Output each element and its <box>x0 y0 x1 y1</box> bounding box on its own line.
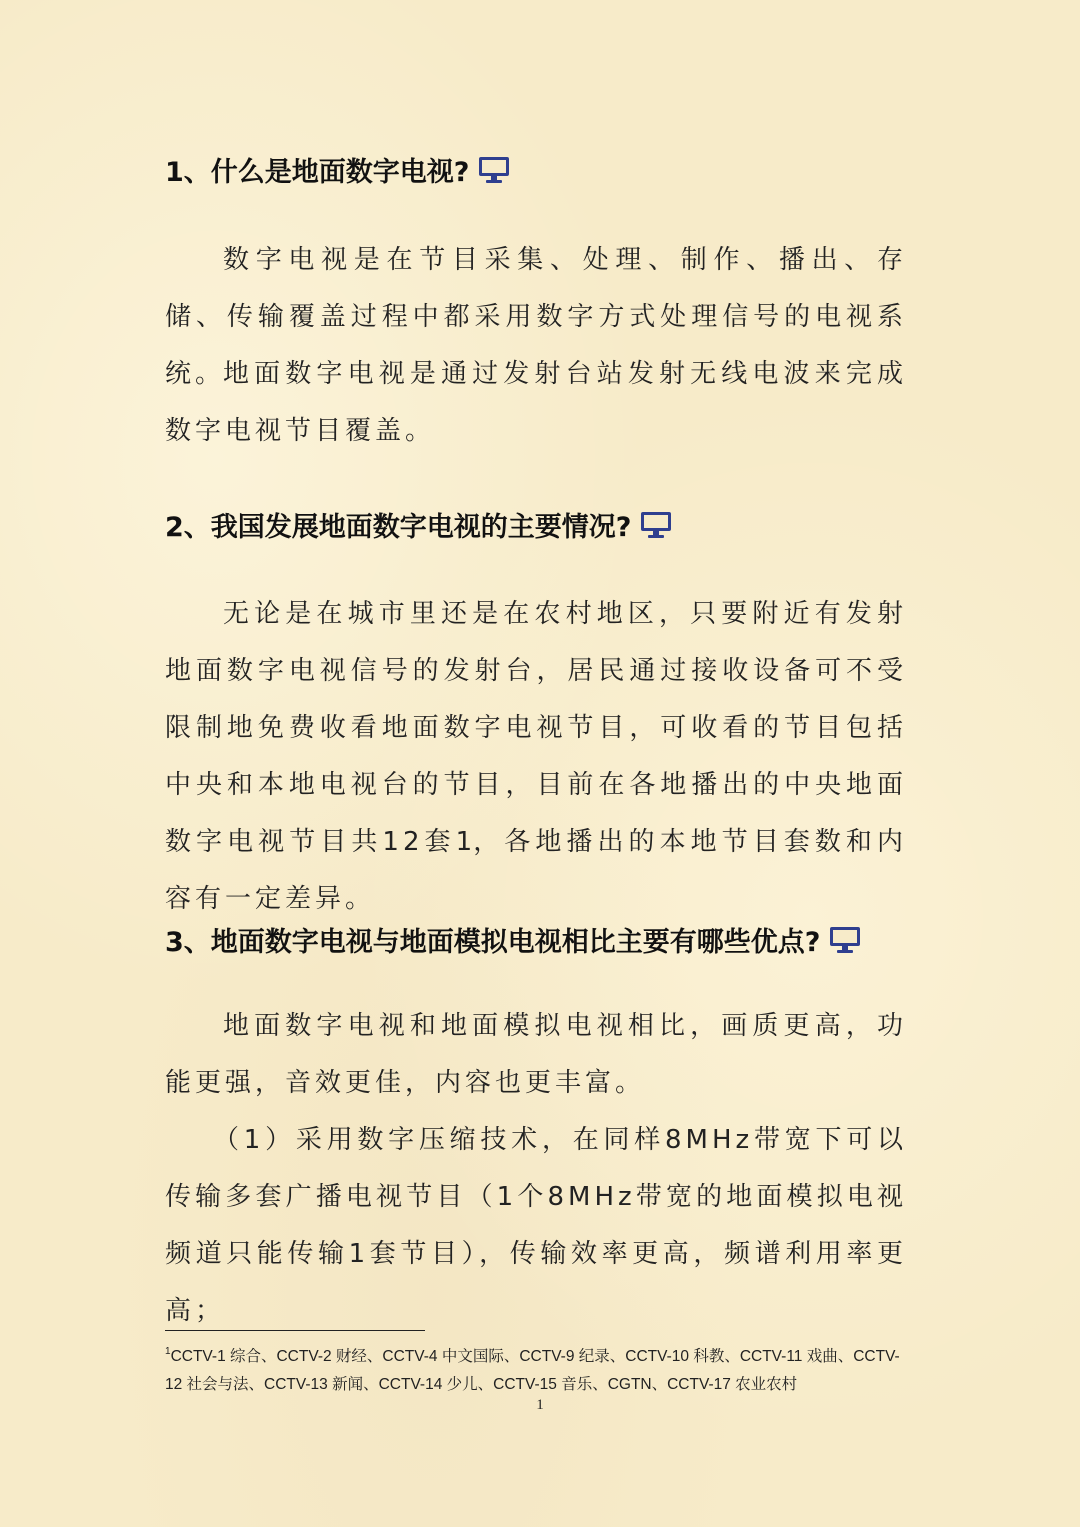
section-heading-2 <box>165 505 925 544</box>
paragraph: 地面数字电视和地面模拟电视相比，画质更高，功能更强，音效更佳，内容也更丰富。 <box>165 1011 907 1098</box>
paragraph: 地面数字电视是通过发射台站发射无线电波来完成数字电视节目覆盖。 <box>165 359 907 446</box>
paragraph <box>165 586 907 928</box>
tv-monitor-icon <box>828 925 862 955</box>
footnote-text: CCTV-1 综合、CCTV-2 财经、CCTV-4 中文国际、CCTV-9 纪录、CCTV-10 科教、CCTV-11 戏曲、CCTV-12 社会与法、CCTV-13 新闻、CCTV-14 少儿、CCTV-15 音乐、CGTN、CCTV-17 农业农村 <box>165 1348 900 1393</box>
page-number: 1 <box>536 1397 544 1413</box>
heading-text: 3、地面数字电视与地面模拟电视相比主要有哪些优点? <box>165 927 821 958</box>
footnote-marker: 1 <box>165 1346 171 1357</box>
heading-text: 2、我国发展地面数字电视的主要情况? <box>165 512 632 543</box>
footnote <box>165 1343 910 1399</box>
heading-text: 1、什么是地面数字电视? <box>165 157 470 188</box>
paragraph: 数字电视是在节目采集、处理、制作、播出、存储、传输覆盖过程中都采用数字方式处理信号的电视系统。 <box>165 245 907 389</box>
section-heading-3 <box>165 920 925 959</box>
tv-monitor-icon <box>477 155 511 185</box>
footnote-separator <box>165 1330 425 1331</box>
paragraph: （1）采用数字压缩技术，在同样8MHz带宽下可以传输多套广播电视节目（1个8MHz带宽的地面模拟电视频道只能传输1套节目），传输效率更高，频谱利用率更高； <box>165 1125 907 1326</box>
paragraph-text: 无论是在城市里还是在农村地区，只要附近有发射地面数字电视信号的发射台，居民通过接收设备可不受限制地免费收看地面数字电视节目，可收看的节目包括中央和本地电视台的节目，目前在各地播出的中央地面数字电视节目共12套 <box>165 599 907 857</box>
paragraph-text: ，各地播出的本地节目套数和内容有一定差异。 <box>165 827 907 914</box>
footnote-reference[interactable]: 1 <box>455 827 473 857</box>
section-heading-1 <box>165 150 925 189</box>
tv-monitor-icon <box>639 510 673 540</box>
